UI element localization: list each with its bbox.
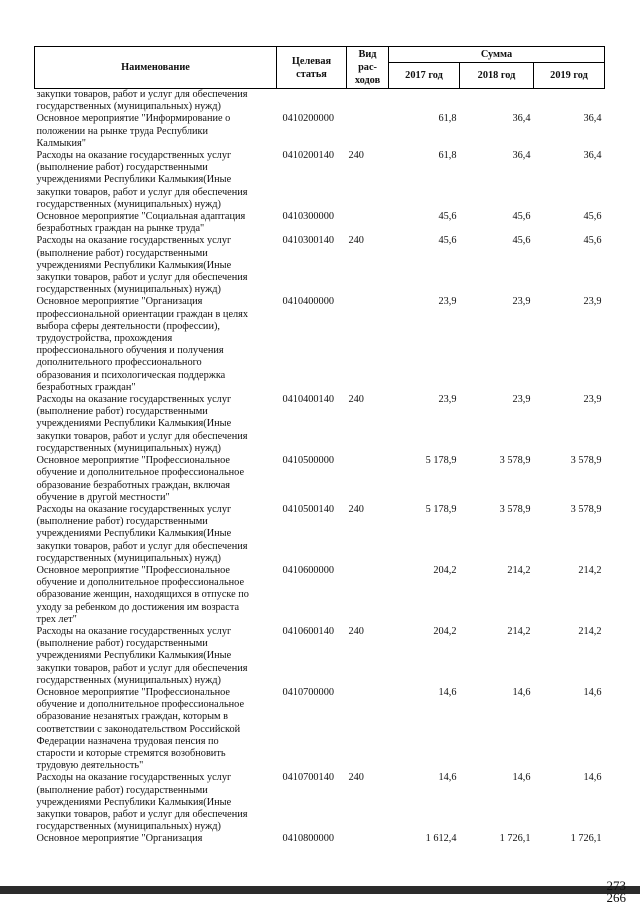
row-target-code: 0410800000 bbox=[282, 833, 334, 845]
table-header bbox=[35, 47, 605, 89]
row-sum-2018: 3 578,9 bbox=[499, 455, 531, 467]
row-name: Основное мероприятие "Профессиональное обучение и дополнительное профессиональное образование безработных граждан, включая обучение в другой местности" bbox=[36, 455, 245, 503]
header-kind: Вид рас-ходов bbox=[347, 47, 389, 89]
row-sum-2018: 214,2 bbox=[507, 625, 531, 637]
table-row bbox=[35, 455, 605, 504]
row-expense-kind: 240 bbox=[348, 503, 364, 515]
header-2019: 2019 год bbox=[534, 63, 605, 89]
row-name: Расходы на оказание государственных услуг (выполнение работ) государственными учреждениями Республики Калмыкия(Иные закупки товаров, работ и услуг для обеспечения государственных (муниципальных) нужд) bbox=[36, 625, 248, 686]
row-sum-2017: 14,6 bbox=[438, 772, 457, 784]
row-sum-2017: 23,9 bbox=[438, 296, 457, 308]
row-sum-2019: 3 578,9 bbox=[570, 455, 602, 467]
row-name: Основное мероприятие "Социальная адаптация безработных граждан на рынке труда" bbox=[36, 211, 246, 235]
row-expense-kind bbox=[347, 455, 389, 504]
table-row bbox=[35, 113, 605, 150]
header-name: Наименование bbox=[35, 47, 277, 89]
row-sum-2017: 45,6 bbox=[438, 211, 457, 223]
row-expense-kind: 240 bbox=[348, 772, 364, 784]
row-sum-2018: 36,4 bbox=[512, 113, 531, 125]
row-sum-2017: 5 178,9 bbox=[425, 455, 457, 467]
row-target-code: 0410500000 bbox=[282, 455, 334, 467]
row-sum-2018: 3 578,9 bbox=[499, 503, 531, 515]
header-target: Целевая статья bbox=[277, 47, 347, 89]
row-sum-2017: 45,6 bbox=[438, 235, 457, 247]
row-expense-kind: 240 bbox=[348, 150, 364, 162]
row-name: Основное мероприятие "Организация bbox=[36, 833, 203, 845]
row-sum-2019: 23,9 bbox=[583, 296, 602, 308]
header-sum: Сумма bbox=[389, 47, 605, 63]
row-sum-2017: 61,8 bbox=[438, 150, 457, 162]
row-sum-2018: 45,6 bbox=[512, 235, 531, 247]
row-target-code: 0410200140 bbox=[282, 150, 334, 162]
page-number: 273 bbox=[606, 878, 626, 893]
row-sum-2019: 3 578,9 bbox=[570, 503, 602, 515]
row-sum-2019: 45,6 bbox=[583, 235, 602, 247]
header-2018: 2018 год bbox=[460, 63, 534, 89]
table-row bbox=[35, 89, 605, 114]
row-sum-2017: 204,2 bbox=[433, 625, 457, 637]
row-sum-2018: 1 726,1 bbox=[499, 833, 531, 845]
table-row bbox=[35, 235, 605, 296]
row-target-code: 0410400140 bbox=[282, 394, 334, 406]
row-sum-2017: 1 612,4 bbox=[425, 833, 457, 845]
table-row bbox=[35, 504, 605, 565]
row-sum-2018 bbox=[460, 89, 534, 114]
row-name: Основное мероприятие "Профессиональное обучение и дополнительное профессиональное образование незанятых граждан, которым в соответствии с законодательством Российской Федерации назначена трудовая пенсия по старости и которые стремятся возобновить трудовую деятельность" bbox=[36, 686, 245, 772]
row-sum-2019: 36,4 bbox=[583, 113, 602, 125]
row-sum-2017: 204,2 bbox=[433, 564, 457, 576]
row-expense-kind: 240 bbox=[348, 394, 364, 406]
row-sum-2019: 14,6 bbox=[583, 772, 602, 784]
row-sum-2019: 45,6 bbox=[583, 211, 602, 223]
header-2017: 2017 год bbox=[389, 63, 460, 89]
row-sum-2017 bbox=[389, 89, 460, 114]
row-sum-2018: 23,9 bbox=[512, 394, 531, 406]
row-target-code: 0410300000 bbox=[282, 211, 334, 223]
row-name: Расходы на оказание государственных услуг (выполнение работ) государственными учреждениями Республики Калмыкия(Иные закупки товаров, работ и услуг для обеспечения государственных (муниципальных) нужд) bbox=[36, 150, 248, 210]
table-row bbox=[35, 394, 605, 455]
row-expense-kind: 240 bbox=[348, 625, 364, 637]
row-expense-kind bbox=[347, 296, 389, 394]
row-name: Основное мероприятие "Профессиональное обучение и дополнительное профессиональное образование женщин, находящихся в отпуске по уходу за ребенком до достижения им возраста трех лет" bbox=[36, 564, 249, 625]
row-expense-kind bbox=[347, 211, 389, 235]
row-name: Расходы на оказание государственных услуг (выполнение работ) государственными учреждениями Республики Калмыкия(Иные закупки товаров, работ и услуг для обеспечения государственных (муниципальных) нужд) bbox=[36, 503, 248, 564]
table-row bbox=[35, 833, 605, 845]
row-name: закупки товаров, работ и услуг для обеспечения государственных (муниципальных) нужд) bbox=[36, 89, 248, 113]
budget-table bbox=[34, 46, 605, 846]
row-name: Расходы на оказание государственных услуг (выполнение работ) государственными учреждениями Республики Калмыкия(Иные закупки товаров, работ и услуг для обеспечения государственных (муниципальных) нужд) bbox=[36, 772, 248, 833]
row-name: Основное мероприятие "Организация профессиональной ориентации граждан в целях выбора сферы деятельности (профессии), трудоустройства, прохождения профессионального обучения и получения дополнительного профессионального образования и психологическая поддержка безработных граждан" bbox=[36, 296, 249, 393]
row-target-code: 0410500140 bbox=[282, 503, 334, 515]
table-body bbox=[35, 89, 605, 846]
row-sum-2019: 23,9 bbox=[583, 394, 602, 406]
row-expense-kind bbox=[347, 113, 389, 150]
table-row bbox=[35, 772, 605, 833]
row-sum-2019: 14,6 bbox=[583, 686, 602, 698]
table-row bbox=[35, 565, 605, 626]
row-target-code: 0410400000 bbox=[282, 296, 334, 308]
row-target-code: 0410700000 bbox=[282, 686, 334, 698]
row-sum-2018: 14,6 bbox=[512, 772, 531, 784]
page-number-secondary: 266 bbox=[606, 890, 626, 905]
row-expense-kind bbox=[347, 687, 389, 772]
row-target-code: 0410200000 bbox=[282, 113, 334, 125]
row-sum-2019: 1 726,1 bbox=[570, 833, 602, 845]
table-row bbox=[35, 687, 605, 772]
table-row bbox=[35, 211, 605, 235]
row-sum-2017: 5 178,9 bbox=[425, 503, 457, 515]
row-sum-2019: 214,2 bbox=[578, 564, 602, 576]
row-sum-2018: 36,4 bbox=[512, 150, 531, 162]
row-sum-2018: 214,2 bbox=[507, 564, 531, 576]
row-expense-kind bbox=[347, 565, 389, 626]
row-sum-2018: 23,9 bbox=[512, 296, 531, 308]
table-row bbox=[35, 296, 605, 394]
row-sum-2019: 214,2 bbox=[578, 625, 602, 637]
row-name: Основное мероприятие "Информирование о положении на рынке труда Республики Калмыкия" bbox=[36, 113, 231, 149]
row-expense-kind bbox=[347, 89, 389, 114]
row-name: Расходы на оказание государственных услуг (выполнение работ) государственными учреждениями Республики Калмыкия(Иные закупки товаров, работ и услуг для обеспечения государственных (муниципальных) нужд) bbox=[36, 394, 248, 454]
row-sum-2019 bbox=[534, 89, 605, 114]
row-sum-2017: 23,9 bbox=[438, 394, 457, 406]
row-sum-2017: 14,6 bbox=[438, 686, 457, 698]
row-target-code: 0410700140 bbox=[282, 772, 334, 784]
row-expense-kind: 240 bbox=[348, 235, 364, 247]
row-sum-2018: 45,6 bbox=[512, 211, 531, 223]
row-target-code: 0410600000 bbox=[282, 564, 334, 576]
row-sum-2019: 36,4 bbox=[583, 150, 602, 162]
page-bottom-bar bbox=[0, 886, 640, 894]
row-target-code: 0410600140 bbox=[282, 625, 334, 637]
row-target-code bbox=[277, 89, 347, 114]
table-row bbox=[35, 150, 605, 211]
row-expense-kind bbox=[347, 833, 389, 845]
row-sum-2018: 14,6 bbox=[512, 686, 531, 698]
row-target-code: 0410300140 bbox=[282, 235, 334, 247]
row-sum-2017: 61,8 bbox=[438, 113, 457, 125]
table-row bbox=[35, 626, 605, 687]
row-name: Расходы на оказание государственных услуг (выполнение работ) государственными учреждениями Республики Калмыкия(Иные закупки товаров, работ и услуг для обеспечения государственных (муниципальных) нужд) bbox=[36, 235, 248, 296]
